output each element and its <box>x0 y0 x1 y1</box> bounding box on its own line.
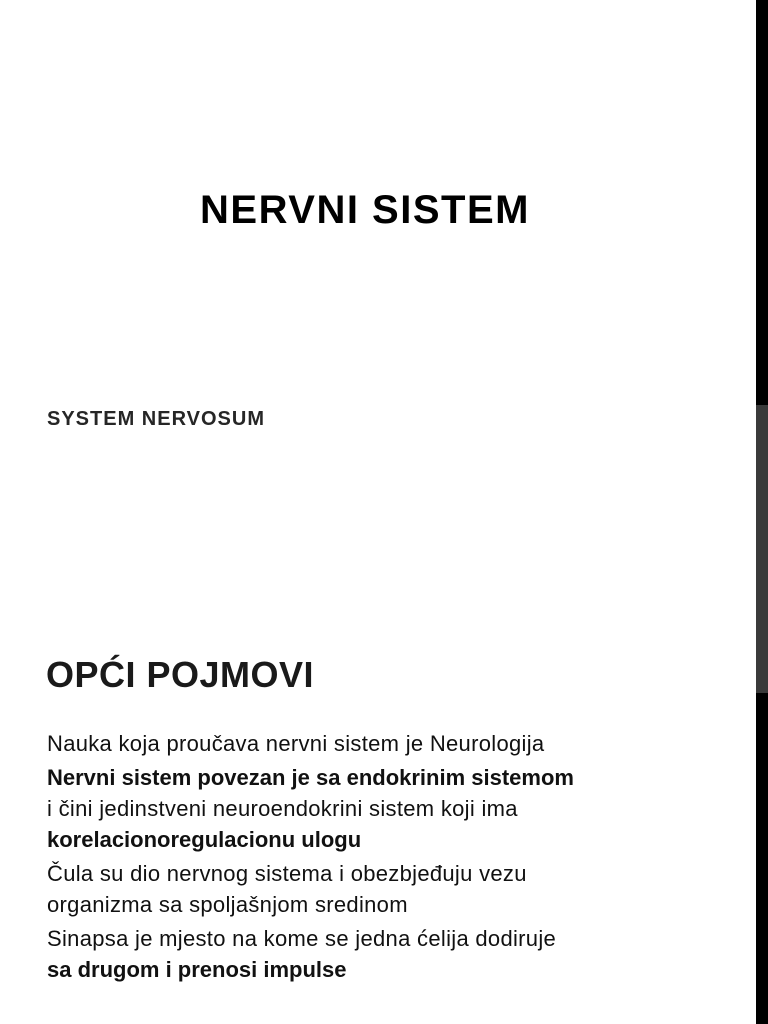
slide-subtitle: SYSTEM NERVOSUM <box>47 408 265 430</box>
scrollbar-thumb[interactable] <box>756 405 768 693</box>
bullet-item <box>47 858 747 920</box>
bullet-line: Nauka koja proučava nervni sistem je Neurologija <box>47 731 545 756</box>
bullet-item <box>47 728 747 759</box>
bullet-line: Čula su dio nervnog sistema i obezbjeđuju vezu <box>47 861 527 886</box>
bullet-line: i čini jedinstveni neuroendokrini sistem koji ima <box>47 796 518 821</box>
bullet-list <box>47 728 747 988</box>
bullet-line: organizma sa spoljašnjom sredinom <box>47 892 408 917</box>
vertical-scrollbar[interactable] <box>756 0 768 1024</box>
bullet-line: Sinapsa je mjesto na kome se jedna ćelija dodiruje <box>47 926 557 951</box>
bullet-line: sa drugom i prenosi impulse <box>47 957 347 982</box>
section-heading: OPĆI POJMOVI <box>46 654 315 695</box>
bullet-item <box>47 762 747 855</box>
slide-title: NERVNI SISTEM <box>200 188 530 232</box>
bullet-line: korelacionoregulacionu ulogu <box>47 827 362 852</box>
bullet-item <box>47 923 747 985</box>
slide-general-concepts <box>0 620 756 1024</box>
bullet-line: Nervni sistem povezan je sa endokrinim sistemom <box>47 765 574 790</box>
